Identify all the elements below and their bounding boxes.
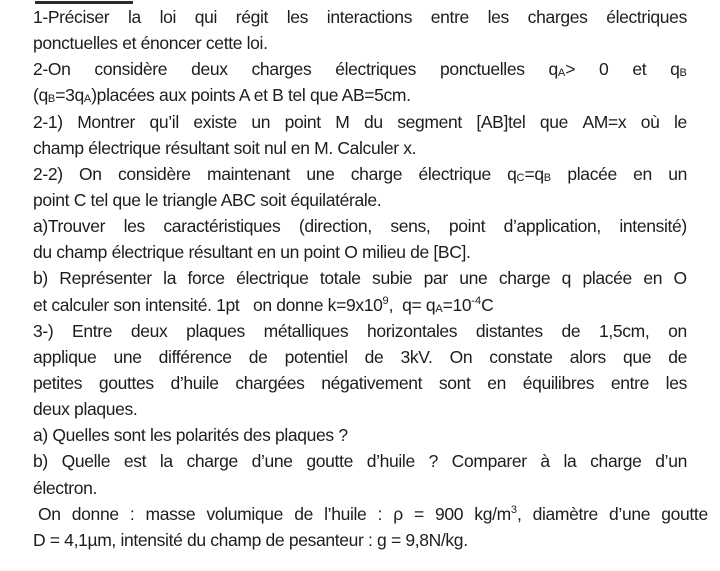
text-line: électron.: [33, 477, 97, 498]
word: charge: [590, 451, 642, 472]
word: intensité): [619, 216, 687, 237]
word: d’une: [609, 503, 651, 524]
word: d’huile: [366, 451, 415, 472]
subscript: B: [47, 93, 56, 106]
word: entre: [430, 7, 469, 27]
word: d’huile: [170, 372, 219, 393]
word: qu’il: [149, 111, 179, 132]
word: les: [123, 216, 145, 237]
word: petites: [33, 372, 83, 393]
word: On: [79, 163, 102, 184]
text-line: [33, 56, 687, 82]
word: et: [632, 59, 647, 80]
word: constate: [489, 346, 553, 367]
word: point: [284, 111, 321, 132]
word: On: [449, 346, 473, 367]
word: différence: [158, 346, 232, 367]
word: la: [163, 268, 177, 289]
text-line: [33, 318, 687, 344]
text-line: [33, 448, 687, 474]
word: interactions: [326, 7, 413, 27]
word: le: [673, 111, 687, 132]
text-line: [33, 213, 687, 239]
word: d’application,: [503, 216, 601, 237]
word: ?: [428, 451, 438, 472]
word: qA>: [548, 59, 576, 80]
text-line: deux plaques.: [33, 399, 138, 420]
word: sens,: [390, 216, 431, 237]
word: les: [286, 7, 309, 27]
word: donne: [71, 503, 119, 524]
word: volumique: [206, 503, 284, 524]
word: =: [413, 503, 424, 524]
word: une: [113, 346, 142, 367]
word: alors: [569, 346, 606, 367]
word: à: [540, 451, 550, 472]
word: les: [665, 372, 687, 393]
word: l’huile: [324, 503, 367, 524]
word: électriques: [606, 7, 687, 27]
word: par: [423, 268, 448, 289]
word: est: [123, 451, 147, 472]
word: charges: [527, 7, 588, 27]
word: Entre: [72, 320, 113, 341]
word: O: [673, 268, 687, 289]
word: deux: [130, 320, 168, 341]
word: on: [668, 320, 687, 341]
word: masse: [145, 503, 196, 524]
word: la: [563, 451, 577, 472]
word: charge: [186, 451, 238, 472]
word: Comparer: [451, 451, 527, 472]
word: du: [363, 111, 383, 132]
subscript: C: [516, 171, 525, 184]
word: 1,5cm,: [598, 320, 650, 341]
word: placée: [582, 268, 632, 289]
word: chargées: [235, 372, 305, 393]
word: 1-Préciser: [33, 7, 110, 27]
word: Quelle: [61, 451, 111, 472]
subscript: A: [557, 67, 566, 80]
word: de: [294, 503, 313, 524]
word: qC=qB: [507, 163, 552, 184]
word: maintenant: [206, 163, 291, 184]
text-line: [33, 161, 687, 187]
word: électrique: [236, 268, 309, 289]
text-line: [33, 265, 687, 291]
word: électriques: [335, 59, 417, 80]
word: qB: [670, 59, 687, 80]
word: de: [364, 346, 384, 367]
word: charge: [498, 268, 551, 289]
text-line: [33, 370, 687, 396]
word: considère: [117, 163, 191, 184]
word: goutte: [661, 503, 708, 524]
word: a)Trouver: [33, 216, 106, 237]
word: de: [561, 320, 581, 341]
word: horizontales: [367, 320, 458, 341]
word: considère: [94, 59, 168, 80]
word: un: [668, 163, 687, 184]
word: de: [668, 346, 687, 367]
word: distantes: [475, 320, 543, 341]
word: en: [633, 163, 652, 184]
word: plaques: [186, 320, 245, 341]
word: la: [159, 451, 173, 472]
word: $kg/m^3$,: [474, 503, 522, 524]
word: négativement: [321, 372, 423, 393]
superscript: 3: [510, 503, 517, 516]
word: la: [127, 7, 141, 27]
word: diamètre: [532, 503, 598, 524]
word: charges: [251, 59, 312, 80]
superscript: -4: [471, 294, 482, 307]
word: 2-2): [33, 163, 63, 184]
word: M: [335, 111, 350, 132]
word: [AB]tel: [476, 111, 526, 132]
word: AM=x: [582, 111, 627, 132]
word: que: [622, 346, 652, 367]
word: 3-): [33, 320, 54, 341]
word: existe: [193, 111, 237, 132]
text-line: [33, 501, 708, 527]
word: en: [643, 268, 663, 289]
word: une: [306, 163, 335, 184]
word: entre: [610, 372, 649, 393]
text-line: point C tel que le triangle ABC soit équilatérale.: [33, 189, 382, 210]
word: 2-1): [33, 111, 63, 132]
word: caractéristiques: [163, 216, 281, 237]
text-block: [33, 4, 708, 553]
word: d’une: [251, 451, 293, 472]
word: b): [33, 268, 48, 289]
word: 2-On: [33, 59, 71, 80]
subscript: A: [435, 302, 443, 315]
word: Montrer: [77, 111, 136, 132]
word: deux: [191, 59, 228, 80]
word: les: [487, 7, 509, 27]
superscript: 9: [382, 294, 389, 307]
word: q: [561, 268, 572, 289]
word: totale: [319, 268, 361, 289]
text-line: [33, 344, 687, 370]
word: b): [33, 451, 48, 472]
word: de: [248, 346, 268, 367]
word: ρ: [393, 503, 403, 524]
text-line: D = 4,1µm, intensité du champ de pesanteur : g = 9,8N/kg.: [33, 529, 468, 550]
subscript: A: [83, 93, 92, 106]
word: ponctuelles: [439, 59, 525, 80]
word: en: [487, 372, 506, 393]
word: régit: [235, 7, 269, 27]
word: qui: [194, 7, 218, 27]
text-line: [33, 4, 687, 30]
word: potentiel: [284, 346, 348, 367]
word: que: [539, 111, 569, 132]
word: 900: [435, 503, 464, 524]
word: un: [251, 111, 271, 132]
word: applique: [33, 346, 97, 367]
word: placée: [567, 163, 617, 184]
word: sont: [438, 372, 471, 393]
word: équilibres: [522, 372, 595, 393]
subscript: B: [543, 171, 552, 184]
text-line: et calculer son intensité. 1pt on donne $k=9x10^9$, $q= qA=10^{-4}C$: [33, 294, 494, 315]
word: Représenter: [59, 268, 152, 289]
word: charge: [350, 163, 403, 184]
text-line: ponctuelles et énoncer cette loi.: [33, 33, 268, 54]
word: :: [377, 503, 383, 524]
word: où: [640, 111, 660, 132]
word: métalliques: [263, 320, 349, 341]
word: force: [187, 268, 225, 289]
word: subie: [372, 268, 413, 289]
text-line: [33, 109, 687, 135]
text-line: a) Quelles sont les polarités des plaques ?: [33, 425, 348, 446]
word: On: [38, 503, 61, 524]
word: segment: [397, 111, 462, 132]
word: électrique: [418, 163, 491, 184]
word: une: [459, 268, 488, 289]
text-line: (qB=3qA)placées aux points A et B tel que AB=5cm.: [33, 85, 411, 106]
word: 0: [599, 59, 609, 80]
word: point: [448, 216, 486, 237]
word: :: [129, 503, 135, 524]
word: (direction,: [298, 216, 372, 237]
text-line: du champ électrique résultant en un point O milieu de [BC].: [33, 242, 471, 263]
word: loi: [159, 7, 177, 27]
word: gouttes: [98, 372, 154, 393]
word: 3kV.: [400, 346, 433, 367]
subscript: B: [679, 67, 687, 80]
text-line: champ électrique résultant soit nul en M. Calculer x.: [33, 137, 417, 158]
word: d’un: [655, 451, 687, 472]
word: goutte: [306, 451, 353, 472]
